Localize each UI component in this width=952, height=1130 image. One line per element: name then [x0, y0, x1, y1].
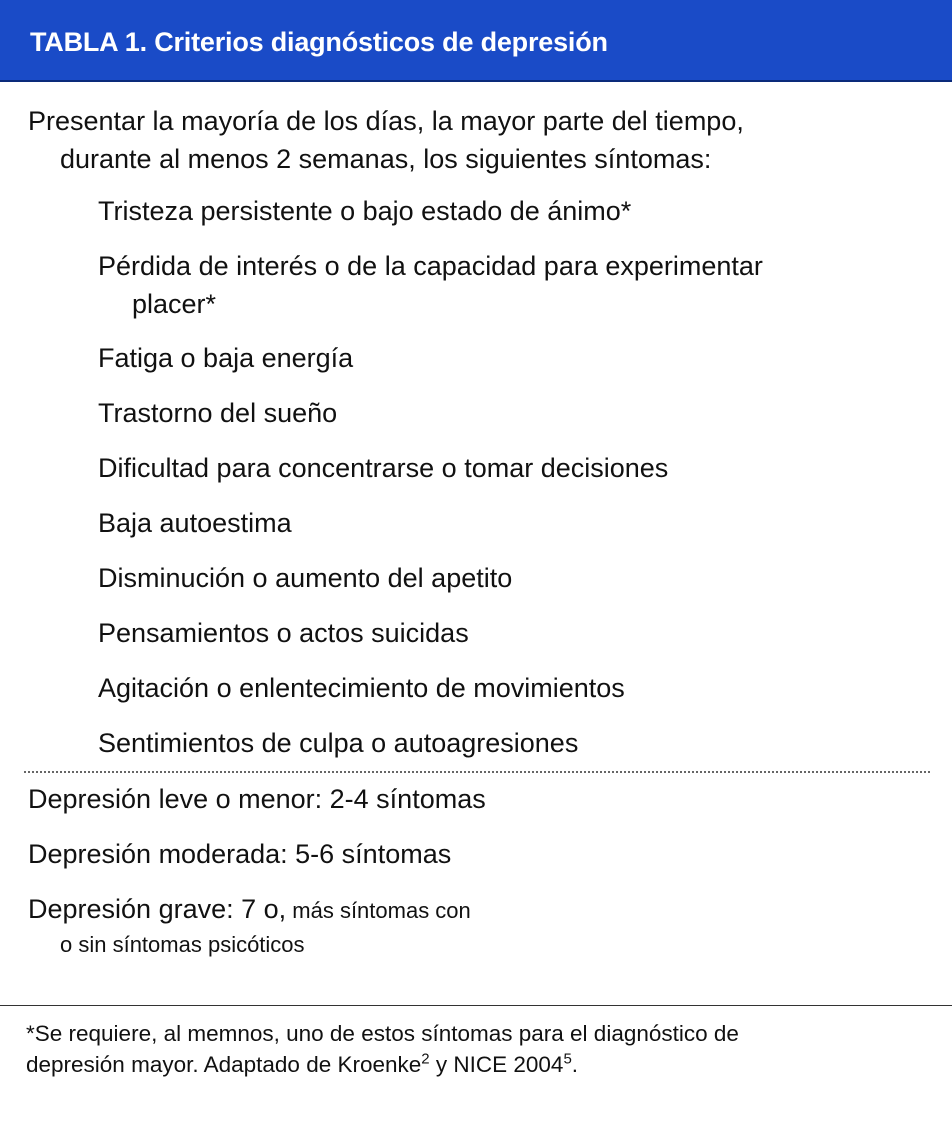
intro-text: [28, 102, 928, 178]
symptom-item: [98, 614, 918, 652]
symptom-text: Trastorno del sueño: [98, 398, 338, 428]
symptom-text: Dificultad para concentrarse o tomar decisiones: [98, 453, 669, 483]
symptom-text: Fatiga o baja energía: [98, 343, 354, 373]
symptom-item: [98, 449, 918, 487]
symptom-text: Baja autoestima: [98, 508, 292, 538]
severity-severe-line-2: o sin síntomas psicóticos: [60, 932, 305, 957]
symptom-item: [98, 247, 918, 323]
severity-moderate: Depresión moderada: 5-6 síntomas: [28, 839, 452, 869]
footnote-line-2c: .: [571, 1052, 579, 1077]
symptom-item: [98, 394, 918, 432]
footnote-line-1: *Se requiere, al memnos, uno de estos síntomas para el diagnóstico de: [26, 1021, 739, 1046]
symptom-item: [98, 192, 918, 230]
table-title: TABLA 1. Criterios diagnósticos de depresión: [30, 27, 608, 57]
footnote: [26, 1018, 936, 1080]
symptom-text: Sentimientos de culpa o autoagresiones: [98, 728, 579, 758]
reference-kroenke: 2: [421, 1050, 430, 1068]
symptom-text: Pérdida de interés o de la capacidad para experimentar: [98, 251, 763, 281]
footnote-divider: [0, 1005, 952, 1006]
footnote-line-2b: y NICE 2004: [429, 1052, 564, 1077]
intro-line-2: durante al menos 2 semanas, los siguientes síntomas:: [60, 144, 712, 174]
symptom-text: Agitación o enlentecimiento de movimientos: [98, 673, 625, 703]
reference-nice: 5: [563, 1050, 572, 1068]
severity-severe: [28, 890, 471, 960]
symptom-text-continued: placer*: [132, 289, 217, 319]
symptom-text: Tristeza persistente o bajo estado de ánimo*: [98, 196, 632, 226]
symptom-item: [98, 669, 918, 707]
intro-line-1: Presentar la mayoría de los días, la mayor parte del tiempo,: [28, 106, 744, 136]
symptom-item: [98, 724, 918, 762]
symptom-item: [98, 559, 918, 597]
severity-severe-small: más síntomas con: [286, 898, 471, 923]
severity-mild: Depresión leve o menor: 2-4 síntomas: [28, 784, 486, 814]
dotted-separator: [24, 771, 930, 773]
symptom-text: Pensamientos o actos suicidas: [98, 618, 469, 648]
footnote-line-2a: depresión mayor. Adaptado de Kroenke: [26, 1052, 422, 1077]
symptom-item: [98, 339, 918, 377]
symptom-text: Disminución o aumento del apetito: [98, 563, 513, 593]
title-bar: [0, 0, 952, 82]
severity-severe-main: Depresión grave: 7 o,: [28, 894, 287, 924]
symptom-item: [98, 504, 918, 542]
